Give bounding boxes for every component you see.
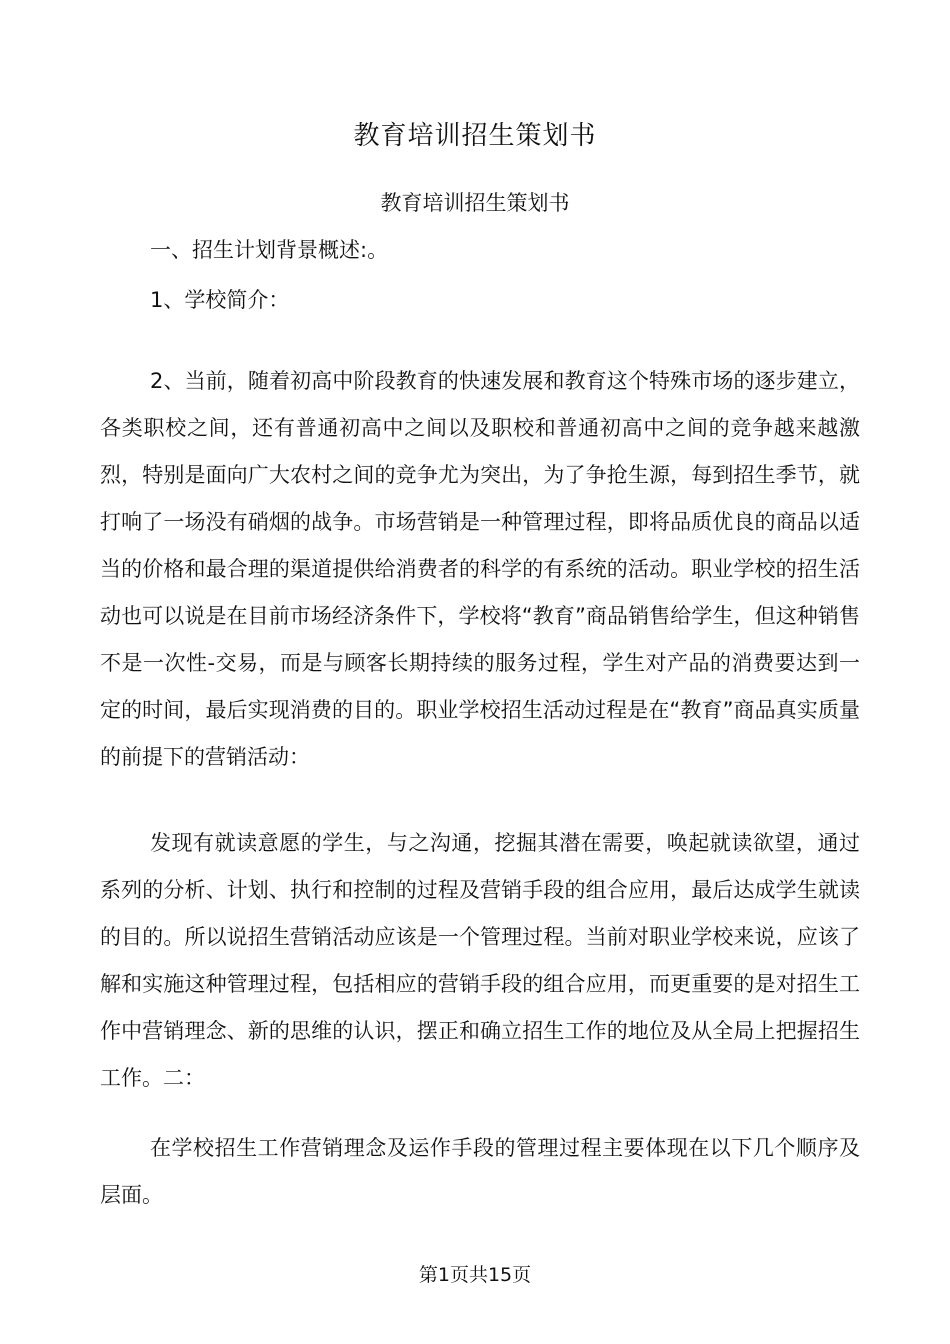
- document-title: 教育培训招生策划书: [353, 121, 597, 151]
- paragraph-management-levels: 在学校招生工作营销理念及运作手段的管理过程主要体现在以下几个顺序及层面。: [100, 1136, 860, 1207]
- item-school-intro: 1、学校简介：: [150, 288, 290, 312]
- document-subtitle: 教育培训招生策划书: [380, 191, 570, 215]
- page-number: 第1页共15页: [418, 1264, 532, 1286]
- section-heading: 一、招生计划背景概述:。: [150, 238, 389, 262]
- paragraph-marketing-process: 发现有就读意愿的学生，与之沟通，挖掘其潜在需要，唤起就读欲望，通过系列的分析、计划、执行和控制的过程及营销手段的组合应用，最后达成学生就读的目的。所以说招生营销活动应该是一个管理过程。当前对职业学校来说，应该了解和实施这种管理过程，包括相应的营销手段的组合应用，而更重要的是对招生工作中营销理念、新的思维的认识，摆正和确立招生工作的地位及从全局上把握招生工作。二：: [100, 831, 860, 1090]
- paragraph-background: 2、当前，随着初高中阶段教育的快速发展和教育这个特殊市场的逐步建立，各类职校之间，还有普通初高中之间以及职校和普通初高中之间的竞争越来越激烈，特别是面向广大农村之间的竞争尤为突出，为了争抢生源，每到招生季节，就打响了一场没有硝烟的战争。市场营销是一种管理过程，即将品质优良的商品以适当的价格和最合理的渠道提供给消费者的科学的有系统的活动。职业学校的招生活动也可以说是在目前市场经济条件下，学校将“教育”商品销售给学生，但这种销售不是一次性-交易，而是与顾客长期持续的服务过程，学生对产品的消费要达到一定的时间，最后实现消费的目的。职业学校招生活动过程是在“教育”商品真实质量的前提下的营销活动：: [100, 369, 860, 769]
